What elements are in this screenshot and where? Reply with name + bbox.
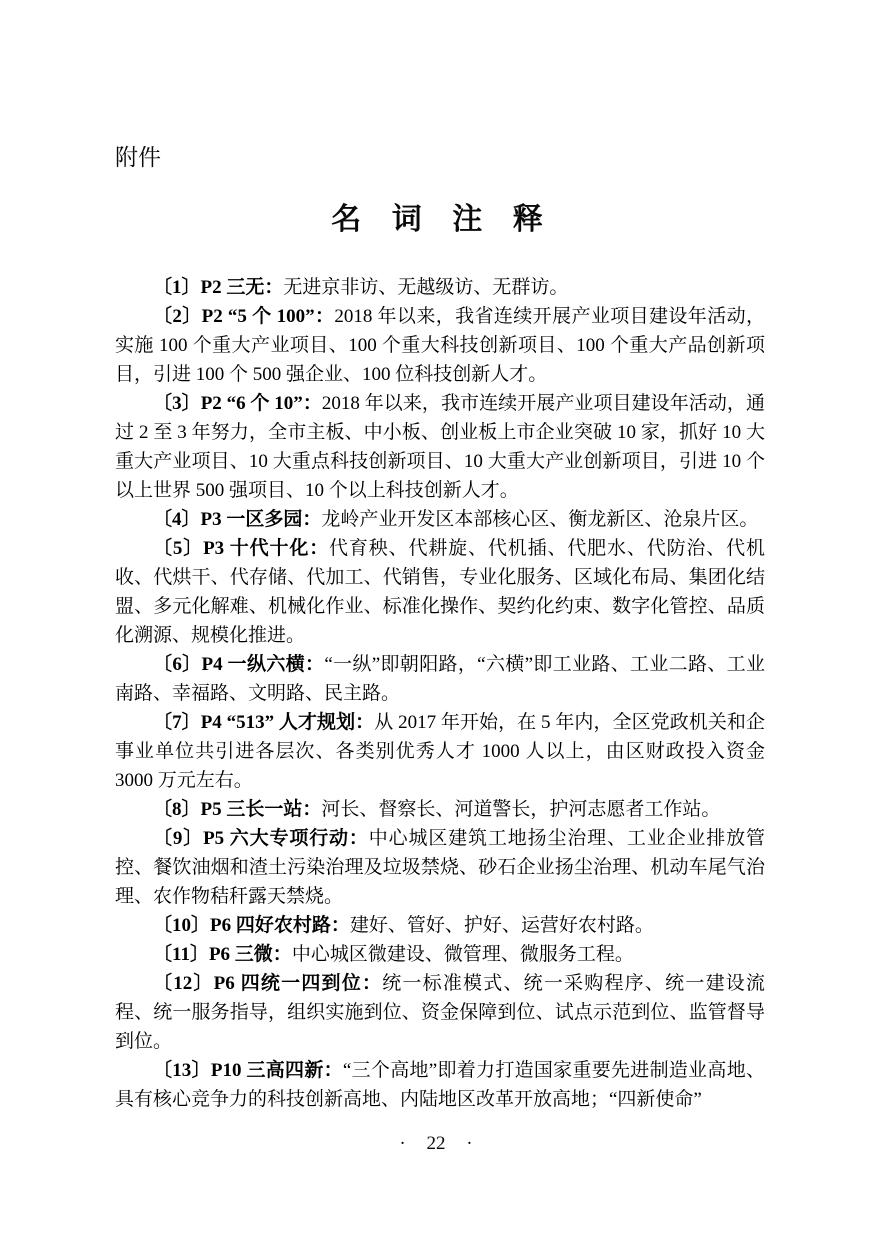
glossary-definition: 建好、管好、护好、运营好农村路。 (349, 914, 654, 936)
glossary-term: 〔2〕P2 “5 个 100”： (153, 305, 335, 327)
glossary-term: 〔4〕P3 一区多园： (153, 508, 322, 530)
glossary-term: 〔12〕P6 四统一四到位： (153, 972, 383, 994)
glossary-item-3 (115, 389, 765, 505)
glossary-item-10 (115, 911, 765, 940)
glossary-definition: 从 2017 年开始，在 5 年内，全区党政机关和企事业单位共引进各层次、各类别优秀人才 1000 人以上，由区财政投入资金 3000 万元左右。 (115, 711, 765, 791)
glossary-definition: 统一标准模式、统一采购程序、统一建设流程、统一服务指导，组织实施到位、资金保障到位、试点示范到位、监管督导到位。 (115, 972, 765, 1052)
glossary-definition: 代育秧、代耕旋、代机插、代肥水、代防治、代机收、代烘干、代存储、代加工、代销售，专业化服务、区域化布局、集团化结盟、多元化解难、机械化作业、标准化操作、契约化约束、数字化管控、品质化溯源、规模化推进。 (115, 537, 765, 646)
glossary-term: 〔10〕P6 四好农村路： (153, 914, 350, 936)
glossary-term: 〔13〕P10 三高四新： (153, 1059, 343, 1081)
glossary-term: 〔1〕P2 三无： (153, 276, 284, 298)
glossary-definition: 中心城区建筑工地扬尘治理、工业企业排放管控、餐饮油烟和渣土污染治理及垃圾禁烧、砂石企业扬尘治理、机动车尾气治理、农作物秸秆露天禁烧。 (115, 827, 765, 907)
glossary-term: 〔9〕P5 六大专项行动： (153, 827, 369, 849)
glossary-item-12 (115, 969, 765, 1056)
glossary-item-13 (115, 1056, 765, 1114)
glossary-item-8 (115, 795, 765, 824)
page-number: · 22 · (399, 1133, 473, 1154)
glossary-definition: 2018 年以来，我市连续开展产业项目建设年活动，通过 2 至 3 年努力，全市主板、中小板、创业板上市企业突破 10 家，抓好 10 大重大产业项目、10 大重点科技创新项目、10 大重大产业创新项目，引进 10 个以上世界 500 强项目、10 个以上科技创新人才。 (115, 392, 765, 501)
glossary-item-1 (115, 273, 765, 302)
glossary-definition: “一纵”即朝阳路，“六横”即工业路、工业二路、工业南路、幸福路、文明路、民主路。 (115, 653, 766, 704)
glossary-item-4 (115, 505, 765, 534)
glossary-item-7 (115, 708, 765, 795)
glossary-term: 〔6〕P4 一纵六横： (153, 653, 325, 675)
glossary-definition: 无进京非访、无越级访、无群访。 (283, 276, 569, 298)
attachment-label: 附件 (115, 144, 161, 170)
glossary-term: 〔5〕P3 十代十化： (153, 537, 330, 559)
glossary-item-11 (115, 940, 765, 969)
glossary-term: 〔11〕P6 三微： (153, 943, 292, 965)
glossary-definition: 中心城区微建设、微管理、微服务工程。 (291, 943, 634, 965)
glossary-term: 〔3〕P2 “6 个 10”： (153, 392, 322, 414)
glossary-item-5 (115, 534, 765, 650)
glossary-definition: 2018 年以来，我省连续开展产业项目建设年活动，实施 100 个重大产业项目、100 个重大科技创新项目、100 个重大产品创新项目，引进 100 个 500 强企业、100 位科技创新人才。 (115, 305, 765, 385)
glossary-term: 〔8〕P5 三长一站： (153, 798, 322, 820)
glossary-definition: 龙岭产业开发区本部核心区、衡龙新区、沧泉片区。 (321, 508, 759, 530)
glossary-item-9 (115, 824, 765, 911)
glossary-definition: “三个高地”即着力打造国家重要先进制造业高地、具有核心竞争力的科技创新高地、内陆地区改革开放高地；“四新使命” (115, 1059, 765, 1110)
glossary-list (115, 273, 765, 1114)
glossary-item-2 (115, 302, 765, 389)
glossary-definition: 河长、督察长、河道警长，护河志愿者工作站。 (321, 798, 721, 820)
glossary-item-6 (115, 650, 765, 708)
glossary-term: 〔7〕P4 “513” 人才规划： (153, 711, 375, 733)
page-title: 名 词 注 释 (331, 202, 549, 236)
